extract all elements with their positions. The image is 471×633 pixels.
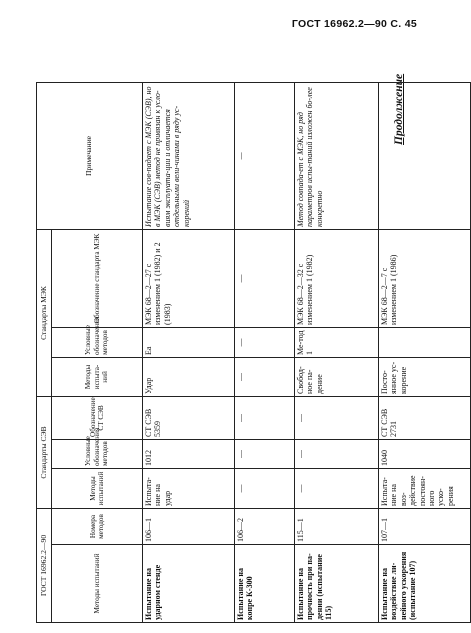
cell-iec-method <box>295 357 379 396</box>
cell-st-sev <box>143 396 235 439</box>
cell-text: 107—1 <box>380 518 389 542</box>
cell-text: 1040 <box>380 450 389 466</box>
cell-text: — <box>236 274 245 283</box>
table-row <box>295 82 379 622</box>
cell-text: СТ СЭВ 2731 <box>380 408 399 437</box>
cell-text: — <box>236 484 245 493</box>
cell-text: Испытание на воздействие ли-нейного ускорения (испытание 107) <box>380 551 418 620</box>
cell-iec-code <box>143 327 235 357</box>
cell-text: Свобод-ное па-дение <box>296 366 324 394</box>
table-row <box>143 82 235 622</box>
cell-iec-method <box>379 357 471 396</box>
column-header-iec-standard: Обозначение стандарта МЭК <box>52 229 143 327</box>
cell-st-sev <box>235 396 295 439</box>
cell-sev-code <box>295 440 379 469</box>
cell-text: — <box>236 372 245 381</box>
cell-iec-code <box>235 327 295 357</box>
column-header-test-methods: Методы испытаний <box>52 545 143 623</box>
cell-text: МЭК 68—2—7 с изменением 1 (1986) <box>380 254 399 325</box>
cell-note <box>143 82 235 229</box>
column-header-st-sev: Обозначение СТ СЭВ <box>52 396 143 439</box>
cell-sev-code <box>379 440 471 469</box>
cell-method-number <box>379 509 471 545</box>
cell-test-method <box>235 545 295 623</box>
cell-test-method <box>143 545 235 623</box>
cell-text: Метод совпада-ет с МЭК, но ряд параметров испы-таний изложен бо-лее конкретно <box>296 87 324 227</box>
cell-iec-code <box>379 327 471 357</box>
column-header-note: Примечание <box>37 82 143 229</box>
cell-method-number <box>143 509 235 545</box>
group-header-sev: Стандарты СЭВ <box>37 396 52 508</box>
column-header-sev-codes: Условные обозначения методов <box>52 440 143 469</box>
cell-iec-method <box>235 357 295 396</box>
cell-text: 1012 <box>144 450 153 466</box>
cell-text: Испытание на копре К-300 <box>236 567 255 620</box>
cell-text: 106—1 <box>144 518 153 542</box>
cell-text: Посто-янное ус-корение <box>380 361 408 394</box>
cell-test-method <box>295 545 379 623</box>
cell-sev-method <box>235 469 295 509</box>
cell-note <box>235 82 295 229</box>
cell-text: — <box>236 413 245 422</box>
cell-text: — <box>296 484 305 493</box>
standards-table <box>36 82 471 623</box>
cell-text: Ме-тод 1 <box>296 330 315 355</box>
column-header-iec-codes: Условные обозначения методов <box>52 327 143 357</box>
column-header-sev-methods: Методы испытаний <box>52 469 143 509</box>
cell-st-sev <box>295 396 379 439</box>
column-group-row <box>37 82 52 622</box>
cell-text: — <box>296 450 305 458</box>
cell-sev-method <box>379 469 471 509</box>
cell-text: Испыта-ние на воз-действие постоян-ного уско-рения <box>380 475 455 506</box>
cell-iec-code <box>295 327 379 357</box>
group-header-iec: Стандарты МЭК <box>37 229 52 396</box>
cell-text: МЭК 68—2—32 с изменением 1 (1982) <box>296 254 315 325</box>
cell-text: МЭК 68—2—27 с изменением 1 (1982) и 2 (1983) <box>144 242 172 325</box>
cell-text: Испытание сов-падает с МЭК (СЭВ), но в МЭК (СЭВ) метод не привязан к усло-виям эксплуата-ции и отличается отдельными вели-чинами в ряду ус-корений <box>144 86 191 227</box>
cell-text: Испытание на прочность при па-дении (испытание 115) <box>296 553 334 620</box>
cell-text: Удар <box>144 377 153 394</box>
table-row <box>379 82 471 622</box>
cell-iec-standard <box>235 229 295 327</box>
group-header-gost: ГОСТ 16962.2—90 <box>37 509 52 623</box>
cell-text: 115—1 <box>296 518 305 542</box>
cell-iec-method <box>143 357 235 396</box>
continuation-label: Продолжение <box>393 73 405 145</box>
cell-text: Ea <box>144 346 153 355</box>
column-header-iec-methods: Методы испыта-ний <box>52 357 143 396</box>
cell-text: Испыта-ние на удар <box>144 477 172 506</box>
cell-text: — <box>236 450 245 458</box>
cell-method-number <box>235 509 295 545</box>
table-body <box>143 82 471 622</box>
cell-iec-standard <box>379 229 471 327</box>
cell-sev-code <box>143 440 235 469</box>
page-header: ГОСТ 16962.2—90 С. 45 <box>291 18 417 30</box>
cell-method-number <box>295 509 379 545</box>
cell-text: СТ СЭВ 5359 <box>144 408 163 437</box>
column-header-method-numbers: Номера методов <box>52 509 143 545</box>
cell-sev-method <box>295 469 379 509</box>
cell-sev-code <box>235 440 295 469</box>
cell-st-sev <box>379 396 471 439</box>
cell-text: — <box>296 413 305 422</box>
cell-note <box>379 82 471 229</box>
cell-text: — <box>236 152 245 160</box>
cell-text: 106—2 <box>236 518 245 542</box>
cell-test-method <box>379 545 471 623</box>
cell-text: Испытание на ударном стенде <box>144 564 163 620</box>
cell-text: — <box>236 338 245 347</box>
cell-sev-method <box>143 469 235 509</box>
table-row <box>235 82 295 622</box>
cell-iec-standard <box>295 229 379 327</box>
cell-iec-standard <box>143 229 235 327</box>
cell-note <box>295 82 379 229</box>
